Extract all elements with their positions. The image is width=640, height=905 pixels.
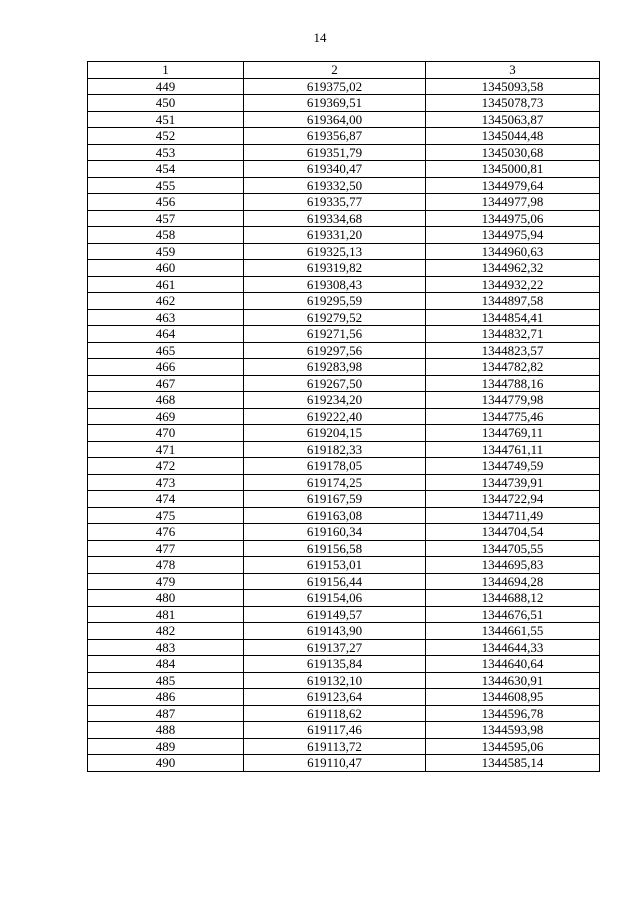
point-number-cell: 455: [88, 177, 244, 194]
x-coordinate-cell: 619137,27: [244, 639, 426, 656]
point-number-cell: 484: [88, 656, 244, 673]
y-coordinate-cell: 1344897,58: [426, 293, 600, 310]
y-coordinate-cell: 1344962,32: [426, 260, 600, 277]
x-coordinate-cell: 619156,44: [244, 573, 426, 590]
point-number-cell: 490: [88, 755, 244, 772]
x-coordinate-cell: 619160,34: [244, 524, 426, 541]
y-coordinate-cell: 1344644,33: [426, 639, 600, 656]
y-coordinate-cell: 1344585,14: [426, 755, 600, 772]
point-number-cell: 468: [88, 392, 244, 409]
point-number-cell: 464: [88, 326, 244, 343]
y-coordinate-cell: 1344695,83: [426, 557, 600, 574]
table-row: [88, 656, 600, 673]
point-number-cell: 466: [88, 359, 244, 376]
x-coordinate-cell: 619319,82: [244, 260, 426, 277]
y-coordinate-cell: 1344640,64: [426, 656, 600, 673]
y-coordinate-cell: 1344854,41: [426, 309, 600, 326]
table-row: [88, 491, 600, 508]
table-row: [88, 474, 600, 491]
x-coordinate-cell: 619222,40: [244, 408, 426, 425]
x-coordinate-cell: 619295,59: [244, 293, 426, 310]
point-number-cell: 457: [88, 210, 244, 227]
table-row: [88, 309, 600, 326]
x-coordinate-cell: 619156,58: [244, 540, 426, 557]
point-number-cell: 471: [88, 441, 244, 458]
point-number-cell: 474: [88, 491, 244, 508]
y-coordinate-cell: 1344749,59: [426, 458, 600, 475]
x-coordinate-cell: 619267,50: [244, 375, 426, 392]
x-coordinate-cell: 619123,64: [244, 689, 426, 706]
x-coordinate-cell: 619335,77: [244, 194, 426, 211]
x-coordinate-cell: 619351,79: [244, 144, 426, 161]
table-row: [88, 227, 600, 244]
table-row: [88, 243, 600, 260]
table-row: [88, 705, 600, 722]
x-coordinate-cell: 619234,20: [244, 392, 426, 409]
point-number-cell: 459: [88, 243, 244, 260]
y-coordinate-cell: 1344779,98: [426, 392, 600, 409]
table-row: [88, 359, 600, 376]
x-coordinate-cell: 619369,51: [244, 95, 426, 112]
y-coordinate-cell: 1344705,55: [426, 540, 600, 557]
point-number-cell: 449: [88, 78, 244, 95]
point-number-cell: 488: [88, 722, 244, 739]
y-coordinate-cell: 1344761,11: [426, 441, 600, 458]
table-row: [88, 507, 600, 524]
table-row: [88, 144, 600, 161]
x-coordinate-cell: 619364,00: [244, 111, 426, 128]
y-coordinate-cell: 1344711,49: [426, 507, 600, 524]
x-coordinate-cell: 619204,15: [244, 425, 426, 442]
table-row: [88, 293, 600, 310]
x-coordinate-cell: 619375,02: [244, 78, 426, 95]
table-row: [88, 573, 600, 590]
x-coordinate-cell: 619182,33: [244, 441, 426, 458]
y-coordinate-cell: 1345093,58: [426, 78, 600, 95]
y-coordinate-cell: 1344676,51: [426, 606, 600, 623]
point-number-cell: 461: [88, 276, 244, 293]
point-number-cell: 465: [88, 342, 244, 359]
table-row: [88, 111, 600, 128]
x-coordinate-cell: 619334,68: [244, 210, 426, 227]
point-number-cell: 482: [88, 623, 244, 640]
y-coordinate-cell: 1344596,78: [426, 705, 600, 722]
table-row: [88, 755, 600, 772]
table-row: [88, 590, 600, 607]
table-header-row: [88, 62, 600, 79]
point-number-cell: 485: [88, 672, 244, 689]
table-row: [88, 738, 600, 755]
y-coordinate-cell: 1344975,94: [426, 227, 600, 244]
x-coordinate-cell: 619332,50: [244, 177, 426, 194]
x-coordinate-cell: 619149,57: [244, 606, 426, 623]
column-header-1: 1: [88, 62, 244, 79]
y-coordinate-cell: 1344932,22: [426, 276, 600, 293]
x-coordinate-cell: 619132,10: [244, 672, 426, 689]
table-row: [88, 689, 600, 706]
y-coordinate-cell: 1344775,46: [426, 408, 600, 425]
y-coordinate-cell: 1344595,06: [426, 738, 600, 755]
point-number-cell: 452: [88, 128, 244, 145]
x-coordinate-cell: 619153,01: [244, 557, 426, 574]
table-row: [88, 606, 600, 623]
x-coordinate-cell: 619154,06: [244, 590, 426, 607]
point-number-cell: 473: [88, 474, 244, 491]
y-coordinate-cell: 1345030,68: [426, 144, 600, 161]
y-coordinate-cell: 1344975,06: [426, 210, 600, 227]
y-coordinate-cell: 1344704,54: [426, 524, 600, 541]
x-coordinate-cell: 619279,52: [244, 309, 426, 326]
point-number-cell: 479: [88, 573, 244, 590]
table-row: [88, 78, 600, 95]
table-row: [88, 95, 600, 112]
table-row: [88, 194, 600, 211]
column-header-2: 2: [244, 62, 426, 79]
x-coordinate-cell: 619135,84: [244, 656, 426, 673]
table-row: [88, 639, 600, 656]
y-coordinate-cell: 1344769,11: [426, 425, 600, 442]
point-number-cell: 462: [88, 293, 244, 310]
y-coordinate-cell: 1344694,28: [426, 573, 600, 590]
table-row: [88, 260, 600, 277]
y-coordinate-cell: 1344979,64: [426, 177, 600, 194]
point-number-cell: 486: [88, 689, 244, 706]
x-coordinate-cell: 619167,59: [244, 491, 426, 508]
point-number-cell: 480: [88, 590, 244, 607]
y-coordinate-cell: 1344832,71: [426, 326, 600, 343]
y-coordinate-cell: 1344661,55: [426, 623, 600, 640]
x-coordinate-cell: 619113,72: [244, 738, 426, 755]
x-coordinate-cell: 619283,98: [244, 359, 426, 376]
table-row: [88, 276, 600, 293]
table-row: [88, 128, 600, 145]
point-number-cell: 463: [88, 309, 244, 326]
point-number-cell: 472: [88, 458, 244, 475]
y-coordinate-cell: 1344960,63: [426, 243, 600, 260]
y-coordinate-cell: 1344977,98: [426, 194, 600, 211]
point-number-cell: 477: [88, 540, 244, 557]
coordinates-table: [87, 61, 600, 772]
table-row: [88, 458, 600, 475]
x-coordinate-cell: 619356,87: [244, 128, 426, 145]
point-number-cell: 467: [88, 375, 244, 392]
y-coordinate-cell: 1345063,87: [426, 111, 600, 128]
x-coordinate-cell: 619340,47: [244, 161, 426, 178]
table-row: [88, 722, 600, 739]
x-coordinate-cell: 619271,56: [244, 326, 426, 343]
table-row: [88, 408, 600, 425]
point-number-cell: 475: [88, 507, 244, 524]
y-coordinate-cell: 1344593,98: [426, 722, 600, 739]
point-number-cell: 450: [88, 95, 244, 112]
table-row: [88, 210, 600, 227]
table-row: [88, 375, 600, 392]
table-row: [88, 392, 600, 409]
y-coordinate-cell: 1344788,16: [426, 375, 600, 392]
point-number-cell: 456: [88, 194, 244, 211]
y-coordinate-cell: 1345078,73: [426, 95, 600, 112]
point-number-cell: 481: [88, 606, 244, 623]
y-coordinate-cell: 1344722,94: [426, 491, 600, 508]
x-coordinate-cell: 619178,05: [244, 458, 426, 475]
y-coordinate-cell: 1344782,82: [426, 359, 600, 376]
table-row: [88, 342, 600, 359]
x-coordinate-cell: 619331,20: [244, 227, 426, 244]
point-number-cell: 487: [88, 705, 244, 722]
table-row: [88, 425, 600, 442]
y-coordinate-cell: 1344823,57: [426, 342, 600, 359]
y-coordinate-cell: 1344608,95: [426, 689, 600, 706]
point-number-cell: 476: [88, 524, 244, 541]
point-number-cell: 489: [88, 738, 244, 755]
y-coordinate-cell: 1344688,12: [426, 590, 600, 607]
x-coordinate-cell: 619143,90: [244, 623, 426, 640]
x-coordinate-cell: 619117,46: [244, 722, 426, 739]
x-coordinate-cell: 619325,13: [244, 243, 426, 260]
y-coordinate-cell: 1344739,91: [426, 474, 600, 491]
table-row: [88, 326, 600, 343]
table-row: [88, 177, 600, 194]
x-coordinate-cell: 619118,62: [244, 705, 426, 722]
table-row: [88, 524, 600, 541]
point-number-cell: 469: [88, 408, 244, 425]
point-number-cell: 483: [88, 639, 244, 656]
table-row: [88, 672, 600, 689]
table-row: [88, 623, 600, 640]
point-number-cell: 453: [88, 144, 244, 161]
point-number-cell: 458: [88, 227, 244, 244]
table-row: [88, 540, 600, 557]
x-coordinate-cell: 619110,47: [244, 755, 426, 772]
point-number-cell: 460: [88, 260, 244, 277]
x-coordinate-cell: 619308,43: [244, 276, 426, 293]
y-coordinate-cell: 1345000,81: [426, 161, 600, 178]
y-coordinate-cell: 1344630,91: [426, 672, 600, 689]
x-coordinate-cell: 619163,08: [244, 507, 426, 524]
point-number-cell: 451: [88, 111, 244, 128]
table-row: [88, 557, 600, 574]
point-number-cell: 454: [88, 161, 244, 178]
table-row: [88, 161, 600, 178]
column-header-3: 3: [426, 62, 600, 79]
x-coordinate-cell: 619174,25: [244, 474, 426, 491]
page-number: 14: [313, 30, 327, 45]
table-row: [88, 441, 600, 458]
x-coordinate-cell: 619297,56: [244, 342, 426, 359]
y-coordinate-cell: 1345044,48: [426, 128, 600, 145]
point-number-cell: 478: [88, 557, 244, 574]
point-number-cell: 470: [88, 425, 244, 442]
